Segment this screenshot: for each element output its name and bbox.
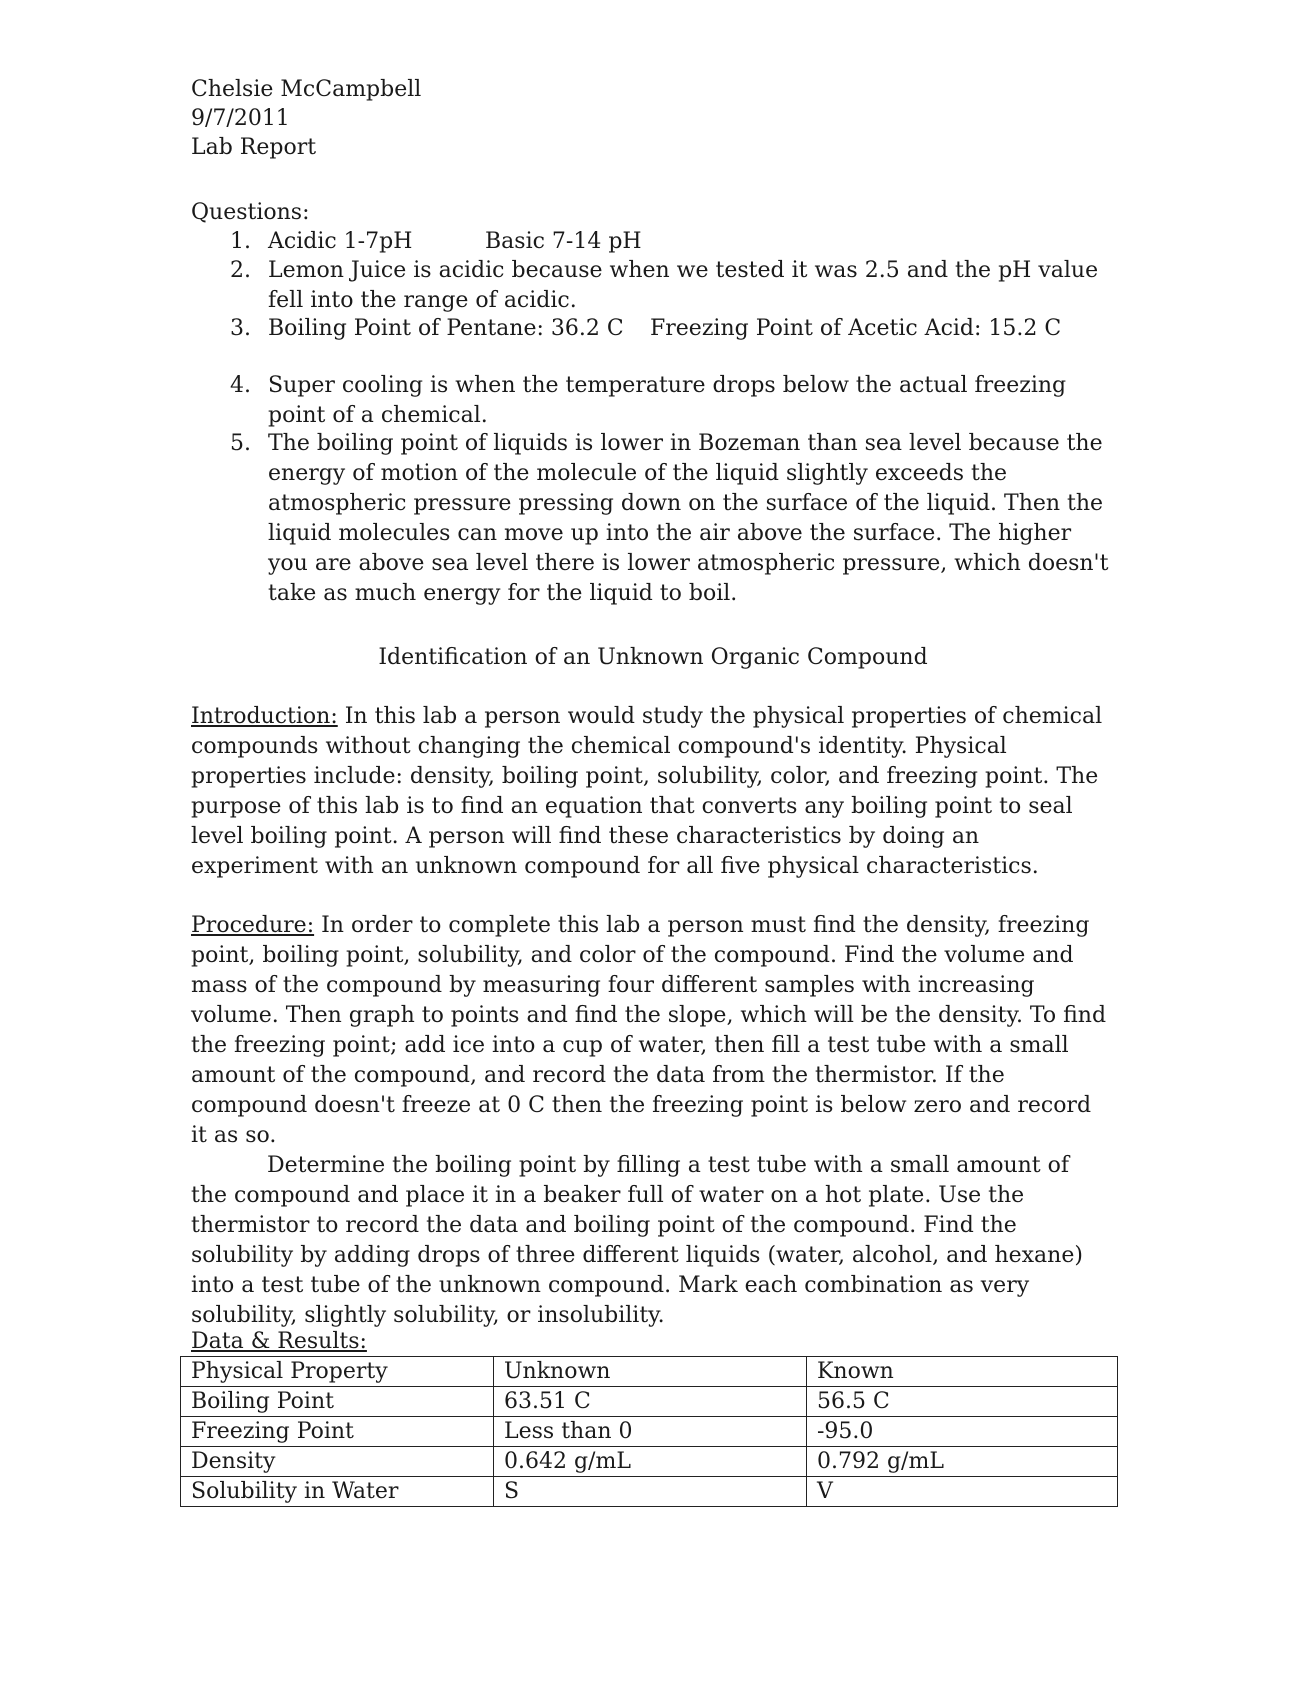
question-item [230,314,1110,344]
column-header: Physical Property [181,1357,494,1387]
question-item [230,429,1110,609]
question-extra-text: Basic 7-14 pH [485,229,642,254]
table-row [181,1447,1118,1477]
table-cell: 0.792 g/mL [807,1447,1118,1477]
document-type: Lab Report [191,135,317,160]
report-date: 9/7/2011 [191,106,290,131]
procedure-paragraph [191,911,1111,1331]
table-cell: S [494,1477,807,1507]
table-cell: Less than 0 [494,1417,807,1447]
question-text: Lemon Juice is acidic because when we tested it was 2.5 and the pH value fell into the range of acidic. [268,258,1099,313]
procedure-text: In order to complete this lab a person must find the density, freezing point, boiling point, solubility, and color of the compound. Find the volume and mass of the compound by measuring four different samples with increasing volume. Then graph to points and find the slope, which will be the density. To find the freezing point; add ice into a cup of water, then fill a test tube with a small amount of the compound, and record the data from the thermistor. If the compound doesn't freeze at 0 C then the freezing point is below zero and record it as so. [191,913,1107,1148]
column-header: Known [807,1357,1118,1387]
table-cell: 56.5 C [807,1387,1118,1417]
table-cell: -95.0 [807,1417,1118,1447]
question-text: Super cooling is when the temperature drops below the actual freezing point of a chemical. [268,373,1067,428]
procedure-text-continued: Determine the boiling point by filling a test tube with a small amount of the compound and place it in a beaker full of water on a hot plate. Use the thermistor to record the data and boiling point of the compound. Find the solubility by adding drops of three different liquids (water, alcohol, and hexane) into a test tube of the unknown compound. Mark each combination as very solubility, slightly solubility, or insolubility. [191,1153,1083,1328]
introduction-text: In this lab a person would study the physical properties of chemical compounds without changing the chemical compound's identity. Physical properties include: density, boiling point, solubility, color, and freezing point. The purpose of this lab is to find an equation that converts any boiling point to seal level boiling point. A person will find these characteristics by doing an experiment with an unknown compound for all five physical characteristics. [191,704,1103,879]
question-number: 2. [230,258,251,283]
table-cell: Freezing Point [181,1417,494,1447]
question-number: 3. [230,316,251,341]
question-item [230,227,1110,257]
introduction-label: Introduction: [191,704,338,729]
question-number: 4. [230,373,251,398]
question-text: Boiling Point of Pentane: 36.2 C [268,316,624,341]
questions-heading: Questions: [191,200,310,225]
results-table [180,1356,1118,1507]
data-results-heading: Data & Results: [191,1329,367,1354]
author-name: Chelsie McCampbell [191,77,422,102]
question-text: The boiling point of liquids is lower in Bozeman than sea level because the energy of motion of the molecule of the liquid slightly exceeds the atmospheric pressure pressing down on the surface of the liquid. Then the liquid molecules can move up into the air above the surface. The higher you are above sea level there is lower atmospheric pressure, which doesn't take as much energy for the liquid to boil. [268,431,1109,606]
table-cell: Solubility in Water [181,1477,494,1507]
question-number: 5. [230,431,251,456]
question-text: Acidic 1-7pH [268,229,413,254]
table-row [181,1387,1118,1417]
table-cell: Density [181,1447,494,1477]
table-cell: 63.51 C [494,1387,807,1417]
section-title: Identification of an Unknown Organic Compound [378,645,928,670]
question-item [230,256,1110,316]
question-number: 1. [230,229,251,254]
table-cell: V [807,1477,1118,1507]
procedure-label: Procedure: [191,913,315,938]
introduction-paragraph [191,702,1111,882]
table-row [181,1477,1118,1507]
table-header-row [181,1357,1118,1387]
question-item [230,371,1110,431]
table-cell: 0.642 g/mL [494,1447,807,1477]
table-cell: Boiling Point [181,1387,494,1417]
question-extra-text: Freezing Point of Acetic Acid: 15.2 C [650,316,1062,341]
column-header: Unknown [494,1357,807,1387]
table-row [181,1417,1118,1447]
